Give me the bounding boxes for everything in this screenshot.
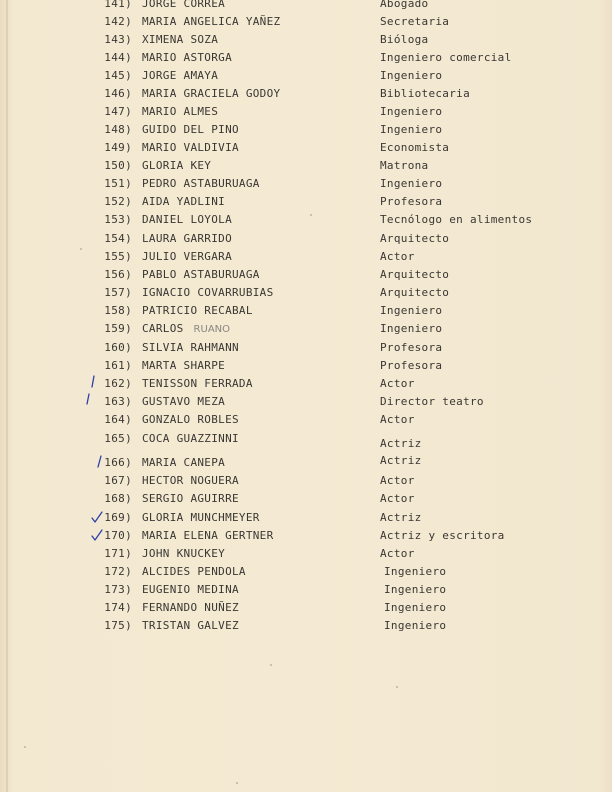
- entry-number: 172): [104, 565, 132, 578]
- entry-number: 143): [104, 33, 132, 46]
- entry-occupation: Profesora: [380, 195, 443, 208]
- entry-occupation: Ingeniero: [384, 583, 447, 596]
- list-item: [0, 600, 612, 616]
- entry-number: 175): [104, 619, 132, 632]
- entry-occupation: Director teatro: [380, 395, 484, 408]
- entry-number: 167): [104, 474, 132, 487]
- list-item: [0, 231, 612, 247]
- entry-occupation: Ingeniero: [384, 601, 447, 614]
- entry-name: PABLO ASTABURUAGA: [142, 268, 260, 281]
- entry-name: MARIA GRACIELA GODOY: [142, 87, 281, 100]
- entry-name: TRISTAN GALVEZ: [142, 619, 239, 632]
- entry-occupation: Arquitecto: [380, 268, 450, 281]
- check-mark-icon: [90, 510, 104, 524]
- paper-speck: [396, 686, 398, 688]
- entry-name: MARIA ELENA GERTNER: [142, 529, 274, 542]
- entry-number: 169): [104, 511, 132, 524]
- entry-occupation: Actriz: [380, 454, 422, 467]
- paper-speck: [24, 746, 26, 748]
- list-item: [0, 194, 612, 210]
- entry-number: 154): [104, 232, 132, 245]
- list-item: [0, 564, 612, 580]
- entry-occupation: Economista: [380, 141, 450, 154]
- entry-occupation: Tecnólogo en alimentos: [380, 213, 533, 226]
- entry-number: 158): [104, 304, 132, 317]
- pen-tick-mark: [92, 455, 106, 469]
- entry-number: 147): [104, 105, 132, 118]
- paper-speck: [310, 214, 312, 216]
- entry-occupation: Abogado: [380, 0, 429, 10]
- list-item: [0, 340, 612, 356]
- list-item: [0, 122, 612, 138]
- entry-number: 159): [104, 322, 132, 335]
- entry-name: GUSTAVO MEZA: [142, 395, 226, 408]
- entry-occupation: Actor: [380, 377, 415, 390]
- entry-number: 171): [104, 547, 132, 560]
- list-item: [0, 104, 612, 120]
- entry-name: PATRICIO RECABAL: [142, 304, 253, 317]
- entry-number: 163): [104, 395, 132, 408]
- list-item: [0, 267, 612, 283]
- entry-number: 149): [104, 141, 132, 154]
- entry-name: MARIO VALDIVIA: [142, 141, 239, 154]
- entry-occupation: Actor: [380, 413, 415, 426]
- list-item: [0, 86, 612, 102]
- entry-occupation: Ingeniero: [380, 69, 443, 82]
- list-item: [0, 431, 612, 450]
- entry-name: GONZALO ROBLES: [142, 413, 239, 426]
- entry-occupation: Bibliotecaria: [380, 87, 470, 100]
- entry-number: 165): [104, 432, 132, 445]
- entry-occupation: Actriz y escritora: [380, 529, 505, 542]
- list-item: [0, 473, 612, 489]
- entry-name: GUIDO DEL PINO: [142, 123, 239, 136]
- entry-occupation: Ingeniero: [380, 105, 443, 118]
- entry-occupation: Ingeniero: [380, 177, 443, 190]
- entry-number: 173): [104, 583, 132, 596]
- entry-number: 151): [104, 177, 132, 190]
- entry-name: SERGIO AGUIRRE: [142, 492, 239, 505]
- entry-number: 164): [104, 413, 132, 426]
- list-item: [0, 176, 612, 192]
- pen-tick-mark: [82, 392, 96, 406]
- entry-occupation: Ingeniero: [380, 322, 443, 335]
- entry-name: AIDA YADLINI: [142, 195, 226, 208]
- entry-name: GLORIA KEY: [142, 159, 212, 172]
- entry-name: PEDRO ASTABURUAGA: [142, 177, 260, 190]
- list-item: [0, 285, 612, 301]
- check-mark-icon: [90, 528, 104, 542]
- entry-name: GLORIA MUNCHMEYER: [142, 511, 260, 524]
- list-item: [0, 491, 612, 507]
- entry-name: LAURA GARRIDO: [142, 232, 232, 245]
- entry-occupation: Actor: [380, 492, 415, 505]
- entry-occupation: Arquitecto: [380, 286, 450, 299]
- entry-occupation: Actor: [380, 547, 415, 560]
- list-item: [0, 158, 612, 174]
- entry-occupation: Ingeniero: [384, 565, 447, 578]
- list-item: [0, 140, 612, 156]
- entry-name: FERNANDO NUÑEZ: [142, 601, 239, 614]
- entry-name: ALCIDES PENDOLA: [142, 565, 246, 578]
- entry-occupation: Ingeniero: [384, 619, 447, 632]
- entry-name: IGNACIO COVARRUBIAS: [142, 286, 274, 299]
- entry-occupation: Matrona: [380, 159, 429, 172]
- handwritten-surname: RUANO: [193, 324, 231, 335]
- entry-occupation: Bióloga: [380, 33, 429, 46]
- list-item: [0, 618, 612, 634]
- entry-number: 166): [104, 456, 132, 469]
- list-item: [0, 582, 612, 598]
- entry-name-typed: CARLOS: [142, 322, 184, 335]
- entry-occupation: Actriz: [380, 437, 422, 450]
- entry-number: 153): [104, 213, 132, 226]
- list-item: [0, 249, 612, 265]
- entry-name: DANIEL LOYOLA: [142, 213, 232, 226]
- list-item: [0, 321, 612, 337]
- entry-name: SILVIA RAHMANN: [142, 341, 239, 354]
- entry-number: 145): [104, 69, 132, 82]
- list-item: [0, 412, 612, 428]
- entry-occupation: Profesora: [380, 341, 443, 354]
- entry-name: XIMENA SOZA: [142, 33, 219, 46]
- paper-speck: [80, 248, 82, 250]
- list-item: [0, 32, 612, 48]
- entry-occupation: Ingeniero comercial: [380, 51, 512, 64]
- list-item: [0, 0, 612, 12]
- list-item: [0, 358, 612, 374]
- entry-number: 146): [104, 87, 132, 100]
- entry-occupation: Profesora: [380, 359, 443, 372]
- entry-number: 148): [104, 123, 132, 136]
- entry-number: 160): [104, 341, 132, 354]
- entry-number: 150): [104, 159, 132, 172]
- entry-number: 156): [104, 268, 132, 281]
- entry-name: JOHN KNUCKEY: [142, 547, 226, 560]
- list-item: [0, 14, 612, 30]
- entry-name: JORGE AMAYA: [142, 69, 219, 82]
- entry-number: 142): [104, 15, 132, 28]
- entry-occupation: Actor: [380, 250, 415, 263]
- entry-number: 141): [104, 0, 132, 10]
- paper-speck: [236, 782, 238, 784]
- entry-name: MARIO ALMES: [142, 105, 219, 118]
- entry-occupation: Arquitecto: [380, 232, 450, 245]
- entry-name: JORGE CORREA: [142, 0, 226, 10]
- entry-name: MARIO ASTORGA: [142, 51, 232, 64]
- entry-name: [142, 321, 230, 338]
- list-item: [0, 212, 612, 228]
- entry-occupation: Ingeniero: [380, 123, 443, 136]
- entry-occupation: Actriz: [380, 511, 422, 524]
- list-item: [0, 50, 612, 66]
- entry-number: 168): [104, 492, 132, 505]
- paper-speck: [270, 664, 272, 666]
- entry-name: MARIA ANGELICA YAÑEZ: [142, 15, 281, 28]
- entry-name: EUGENIO MEDINA: [142, 583, 239, 596]
- entry-number: 155): [104, 250, 132, 263]
- entry-number: 162): [104, 377, 132, 390]
- entry-number: 174): [104, 601, 132, 614]
- entry-occupation: Secretaria: [380, 15, 450, 28]
- entry-occupation: Actor: [380, 474, 415, 487]
- entry-number: 161): [104, 359, 132, 372]
- list-item: [0, 68, 612, 84]
- entry-name: JULIO VERGARA: [142, 250, 232, 263]
- entry-number: 170): [104, 529, 132, 542]
- entry-number: 157): [104, 286, 132, 299]
- entry-name: COCA GUAZZINNI: [142, 432, 239, 445]
- list-item: [0, 546, 612, 562]
- pen-tick-mark: [86, 375, 100, 389]
- entry-name: HECTOR NOGUERA: [142, 474, 239, 487]
- entry-name: TENISSON FERRADA: [142, 377, 253, 390]
- entry-name: MARIA CANEPA: [142, 456, 226, 469]
- entry-number: 144): [104, 51, 132, 64]
- entry-occupation: Ingeniero: [380, 304, 443, 317]
- list-item: [0, 303, 612, 319]
- entry-name: MARTA SHARPE: [142, 359, 226, 372]
- entry-number: 152): [104, 195, 132, 208]
